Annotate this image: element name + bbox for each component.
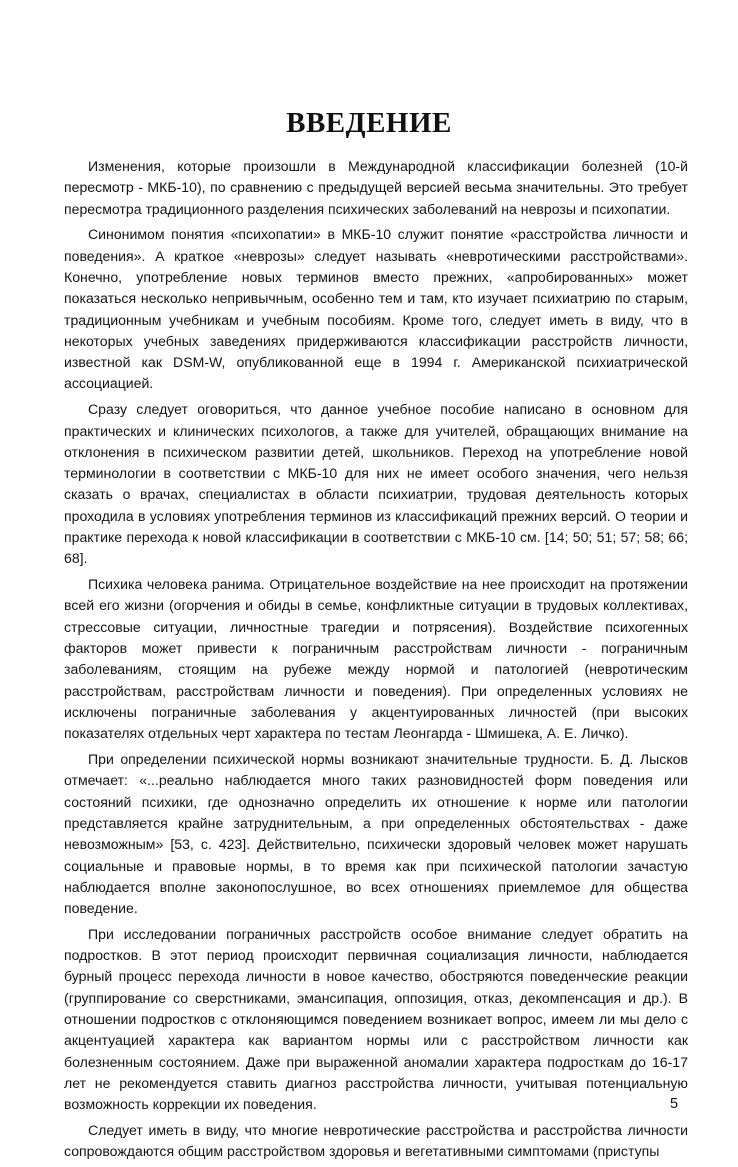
paragraph-6: При исследовании пограничных расстройств особое внимание следует обратить на подростков. В этот период происходит первичная социализация личности, наблюдается бурный процесс перехода личности в новое качество, обостряются поведенческие реакции (группирование со сверстниками, эмансипация, оппозиция, отказ, декомпенсация и др.). В отношении подростков с отклоняющимся поведением возникает вопрос, имеем ли мы дело с акцентуацией характера как вариантом нормы или с расстройством личности как болезненным состоянием. Даже при выраженной аномалии характера подросткам до 16-17 лет не рекомендуется ставить диагноз расстройства личности, учитывая потенциальную возможность коррекции их поведения. [64,925,688,1113]
chapter-body [64,156,688,1167]
paragraph-5: При определении психической нормы возникают значительные трудности. Б. Д. Лысков отмечает: «...реально наблюдается много таких разновидностей форм поведения или состояний психики, где однозначно определить их отношение к норме или патологии представляется крайне затруднительным, а при определенных обстоятельствах - даже невозможным» [53, с. 423]. Действительно, психически здоровый человек может нарушать социальные и правовые нормы, в то время как при психической патологии зачастую наблюдается вполне законопослушное, во всех отношениях приемлемое для общества поведение. [64,751,688,917]
paragraph-4: Психика человека ранима. Отрицательное воздействие на нее происходит на протяжении всей его жизни (огорчения и обиды в семье, конфликтные ситуации в трудовых коллективах, стрессовые ситуации, личностные трагедии и потрясения). Воздействие психогенных факторов может привести к пограничным расстройствам личности - пограничным заболеваниям, стоящим на рубеже между нормой и патологией (невротическим расстройствам, расстройствам личности и поведения). При определенных условиях не исключены пограничные заболевания у акцентуированных личностей (при высоких показателях отдельных черт характера по тестам Леонгарда - Шмишека, А. Е. Личко). [64,576,688,742]
paragraph-3: Сразу следует оговориться, что данное учебное пособие написано в основном для практических и клинических психологов, а также для учителей, обращающих внимание на отклонения в психическом развитии детей, школьников. Переход на употребление новой терминологии в соответствии с МКБ-10 для них не имеет особого значения, чего нельзя сказать о врачах, специалистах в области психиатрии, трудовая деятельность которых проходила в условиях употребления терминов из классификаций прежних версий. О теории и практике перехода к новой классификации в соответствии с МКБ-10 см. [14; 50; 51; 57; 58; 66; 68]. [64,401,688,567]
chapter-title: ВВЕДЕНИЕ [286,107,452,140]
paragraph-7: Следует иметь в виду, что многие невротические расстройства и расстройства личности сопровождаются общим расстройством здоровья и вегетативными симптомами (приступы [64,1122,688,1160]
paragraph-2: Синонимом понятия «психопатии» в МКБ-10 служит понятие «расстройства личности и поведения». А краткое «неврозы» следует называть «невротическими расстройствами». Конечно, употребление новых терминов вместо прежних, «апробированных» может показаться несколько непривычным, особенно тем и там, кто изучает психиатрию по старым, традиционным учебникам и учебным пособиям. Кроме того, следует иметь в виду, что в некоторых учебных заведениях придерживаются классификации расстройств личности, известной как DSM-W, опубликованной еще в 1994 г. Американской психиатрической ассоциацией. [64,226,688,392]
page-number: 5 [670,1096,679,1112]
paragraph-1: Изменения, которые произошли в Международной классификации болезней (10-й пересмотр - МКБ-10), по сравнению с предыдущей версией весьма значительны. Это требует пересмотра традиционного разделения психических заболеваний на неврозы и психопатии. [64,158,688,217]
